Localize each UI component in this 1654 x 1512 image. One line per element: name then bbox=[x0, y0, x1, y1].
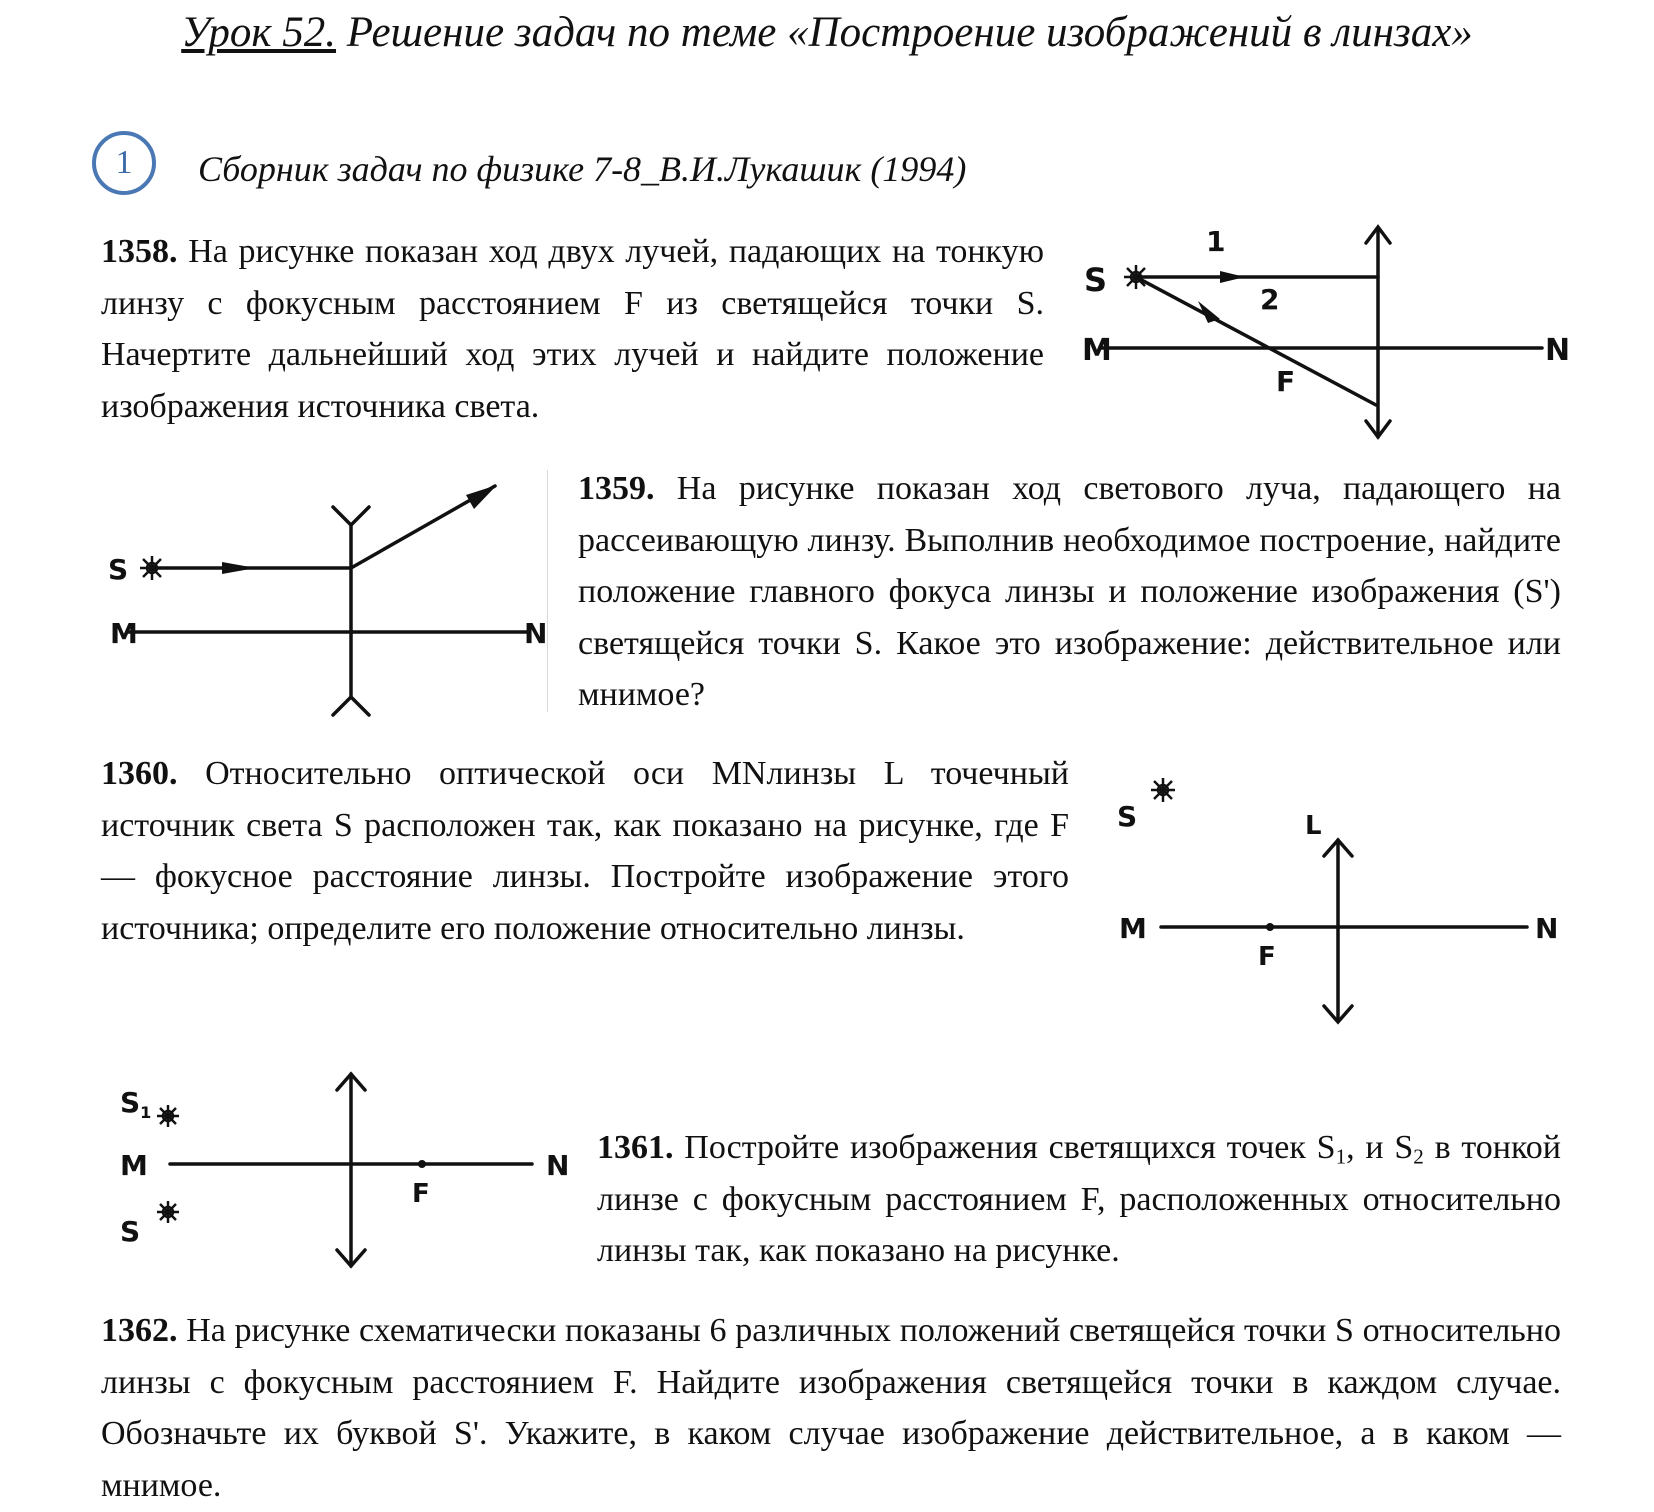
label-ray-2: 2 bbox=[1260, 283, 1280, 316]
task-1359 bbox=[578, 463, 1561, 721]
figure-1360 bbox=[1105, 770, 1585, 1040]
focus-point bbox=[418, 1160, 426, 1168]
task-number: 1362. bbox=[101, 1312, 178, 1349]
label-N: N bbox=[524, 617, 548, 650]
label-S2: S bbox=[120, 1215, 141, 1248]
sun-star-icon bbox=[157, 1201, 179, 1223]
label-N: N bbox=[546, 1149, 570, 1182]
task-1362 bbox=[101, 1305, 1561, 1511]
lens-end-icon bbox=[333, 507, 369, 525]
label-N: N bbox=[1545, 333, 1571, 368]
section-number-badge: 1 bbox=[92, 131, 156, 195]
label-S1: $S_1$ bbox=[120, 1086, 152, 1122]
sun-star-icon bbox=[157, 1105, 179, 1127]
label-ray-1: 1 bbox=[1206, 225, 1226, 258]
label-L: L bbox=[1305, 811, 1322, 841]
label-F: F bbox=[1276, 365, 1296, 398]
task-number: 1361. bbox=[597, 1129, 674, 1166]
label-M: M bbox=[110, 617, 138, 650]
lesson-label: Урок 52. bbox=[181, 9, 337, 56]
task-number: 1359. bbox=[578, 470, 655, 507]
task-1358 bbox=[101, 226, 1044, 432]
task-number: 1358. bbox=[101, 233, 178, 270]
task-text: Относительно оптической оси MNлинзы L точечный источник света S расположен так, как показано на рисунке, где F — фокусное расстояние линзы. Постройте изображение этого источника; определите его положение относительно линзы. bbox=[101, 755, 1069, 947]
arrow-icon bbox=[1220, 271, 1245, 283]
task-1360 bbox=[101, 748, 1069, 954]
sun-star-icon bbox=[140, 556, 164, 580]
label-F: F bbox=[1258, 942, 1276, 972]
source-caption: Сборник задач по физике 7-8_В.И.Лукашик (1994) bbox=[198, 149, 967, 189]
label-N: N bbox=[1535, 912, 1559, 945]
figure-1361 bbox=[108, 1060, 578, 1280]
arrow-icon bbox=[466, 485, 497, 509]
label-S: S bbox=[108, 553, 129, 586]
label-F: F bbox=[412, 1179, 430, 1209]
label-M: M bbox=[1082, 333, 1112, 368]
label-S: S bbox=[1117, 800, 1138, 833]
task-text: На рисунке схематически показаны 6 различных положений светящейся точки S относительно линзы с фокусным расстоянием F. Найдите изображения светящейся точки в каждом случае. Обозначьте их буквой S'. Укажите, в каком случае изображение действительное, а в каком — мнимое. bbox=[101, 1312, 1561, 1504]
ray-2 bbox=[1136, 277, 1376, 405]
focus-point bbox=[1266, 923, 1274, 931]
page-title bbox=[0, 8, 1654, 57]
lens-end-icon bbox=[333, 697, 369, 715]
arrow-icon bbox=[222, 562, 256, 574]
column-divider bbox=[547, 470, 548, 712]
label-S: S bbox=[1084, 261, 1108, 299]
label-M: M bbox=[120, 1149, 148, 1182]
sun-star-icon bbox=[1151, 778, 1175, 802]
lesson-title: Решение задач по теме «Построение изображений в линзах» bbox=[336, 9, 1473, 56]
figure-1358 bbox=[1080, 215, 1590, 455]
task-number: 1360. bbox=[101, 755, 178, 792]
label-M: M bbox=[1119, 912, 1147, 945]
task-1361: 1361. Постройте изображения светящихся точек $S_1$, и $S_2$ в тонкой линзе с фокусным расстоянием F, расположенных относительно линзы так, как показано на рисунке. bbox=[597, 1129, 1561, 1269]
sun-star-icon bbox=[1124, 265, 1148, 289]
figure-1359 bbox=[100, 465, 560, 715]
task-text: На рисунке показан ход светового луча, падающего на рассеивающую линзу. Выполнив необходимое построение, найдите положение главного фокуса линзы и положение изображения (S') светящейся точки S. Какое это изображение: действительное или мнимое? bbox=[578, 470, 1561, 713]
task-text: На рисунке показан ход двух лучей, падающих на тонкую линзу с фокусным расстоянием F из светящейся точки S. Начертите дальнейший ход этих лучей и найдите положение изображения источника света. bbox=[101, 233, 1044, 425]
